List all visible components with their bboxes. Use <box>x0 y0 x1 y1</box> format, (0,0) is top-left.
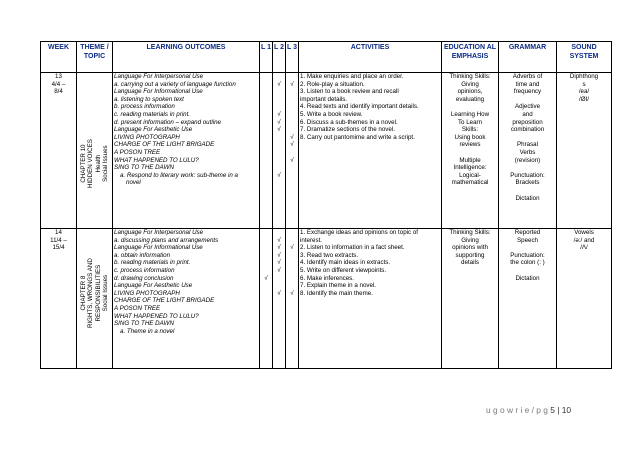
cell-line: Language For Informational Use <box>114 244 203 252</box>
cell-line: 8/4 <box>54 88 63 96</box>
cell-line: 7. Explain theme in a novel. <box>300 282 377 290</box>
check-slot <box>287 313 297 321</box>
cell-line: Health <box>94 155 102 173</box>
page-footer <box>486 405 571 415</box>
check-slot <box>261 103 271 111</box>
education-cell <box>442 73 499 229</box>
cell-line: Language For Interpersonal Use <box>114 229 204 236</box>
check-slot <box>274 179 284 187</box>
cell-line: supporting <box>455 251 485 259</box>
cell-line: time and <box>515 80 540 88</box>
cell-line <box>500 187 555 195</box>
cell-line: LIVING PHOTOGRAPH <box>114 133 180 141</box>
check-slot <box>261 259 271 267</box>
check-slot <box>261 96 271 104</box>
cell-line: c. reading materials in print. <box>114 110 191 118</box>
cell-line: 6. Discuss a sub-themes in a novel. <box>300 118 398 126</box>
cell-line: evaluating <box>455 95 485 103</box>
check-slot <box>261 179 271 187</box>
header-week: WEEK <box>41 42 77 73</box>
check-slot <box>261 73 271 81</box>
cell-line: A POSON TREE <box>114 304 161 312</box>
theme-cell <box>77 73 113 229</box>
check-slot <box>261 328 271 336</box>
check-slot <box>274 157 284 165</box>
check-mark: √ <box>290 141 294 149</box>
check-slot <box>261 141 271 149</box>
check-slot <box>261 149 271 157</box>
cell-line: (revision) <box>514 156 541 164</box>
check-slot <box>261 252 271 260</box>
check-mark: √ <box>277 244 281 252</box>
cell-line: Punctuation: <box>510 251 545 259</box>
cell-line: Thinking Skills: <box>449 73 491 80</box>
cell-line: 13 <box>55 73 62 80</box>
cell-line: Intelligence: <box>453 164 487 172</box>
l1-cell <box>260 73 273 229</box>
cell-line: LIVING PHOTOGRAPH <box>114 289 180 297</box>
week-cell <box>41 73 77 229</box>
cell-line: Language For Informational Use <box>114 88 203 96</box>
cell-line: Social Issues <box>101 275 109 312</box>
check-slot <box>287 297 297 305</box>
cell-line: Giving <box>461 80 479 88</box>
grammar-cell <box>499 229 557 369</box>
check-slot <box>261 237 271 245</box>
header-theme: THEME / TOPIC <box>77 42 113 73</box>
check-slot <box>287 111 297 119</box>
cell-line: c. process information <box>114 266 175 274</box>
check-mark: √ <box>277 110 281 118</box>
cell-line: 11/4 – <box>50 236 67 244</box>
check-slot <box>287 88 297 96</box>
check-slot <box>261 229 271 237</box>
check-slot <box>261 244 271 252</box>
check-slot <box>287 172 297 180</box>
check-slot <box>287 282 297 290</box>
cell-line: details <box>461 259 479 267</box>
cell-line: d. present information – expand outline <box>114 118 221 126</box>
check-slot <box>287 229 297 237</box>
cell-line: Vowels <box>574 229 594 236</box>
cell-line: 4/4 – <box>51 80 66 88</box>
cell-line: CHARGE OF THE LIGHT BRIGADE <box>114 297 215 305</box>
cell-line: 5. Write a book review. <box>300 110 363 118</box>
check-slot <box>287 252 297 260</box>
check-mark: √ <box>277 251 281 259</box>
header-l3: L 3 <box>286 42 299 73</box>
cell-line: a. Theme in a novel <box>120 327 175 335</box>
cell-line: s <box>582 80 586 88</box>
cell-line: CHAPTER 10 <box>79 144 87 184</box>
sound-cell <box>557 229 612 369</box>
theme-cell <box>77 229 113 369</box>
check-mark: √ <box>290 133 294 141</box>
cell-line: Logical- <box>459 171 481 179</box>
header-grammar: GRAMMAR <box>499 42 557 73</box>
check-mark: √ <box>264 274 268 282</box>
cell-line: HIDDEN VOICES <box>87 139 95 189</box>
cell-line: CHARGE OF THE LIGHT BRIGADE <box>114 141 215 149</box>
cell-line: interest. <box>300 236 323 244</box>
cell-line <box>500 267 555 275</box>
cell-line: Thinking Skills: <box>449 229 491 236</box>
cell-line: 2. Role-play a situation. <box>300 80 365 88</box>
check-slot <box>261 313 271 321</box>
check-slot <box>287 267 297 275</box>
cell-line: Reported <box>514 229 541 236</box>
cell-line: opinions, <box>457 88 483 96</box>
cell-line: Diphthong <box>569 73 599 80</box>
header-outcomes: LEARNING OUTCOMES <box>113 42 260 73</box>
cell-line: Dictation <box>515 194 540 202</box>
cell-line: the colon (: ) <box>510 259 545 267</box>
check-slot <box>287 275 297 283</box>
education-cell <box>442 229 499 369</box>
cell-line: Giving <box>461 236 479 244</box>
cell-line: 8. Carry out pantomime and write a script. <box>300 133 415 141</box>
check-slot <box>261 297 271 305</box>
cell-line: Learning How <box>450 110 490 118</box>
cell-line: Language For Interpersonal Use <box>114 73 204 80</box>
check-slot <box>261 305 271 313</box>
check-slot <box>261 119 271 127</box>
cell-line: 4. Identify main ideas in extracts. <box>300 259 391 267</box>
cell-line: Dictation <box>515 274 540 282</box>
check-slot <box>261 126 271 134</box>
cell-line: b. reading materials in print. <box>114 259 191 267</box>
check-slot <box>274 313 284 321</box>
check-slot <box>274 103 284 111</box>
cell-line <box>500 164 555 172</box>
check-slot <box>261 88 271 96</box>
cell-line: a. listening to spoken text <box>114 95 184 103</box>
check-slot <box>261 157 271 165</box>
check-slot <box>287 96 297 104</box>
cell-line: 3. Read two extracts. <box>300 251 359 259</box>
theme-vertical-text <box>80 140 110 189</box>
check-mark: √ <box>277 126 281 134</box>
check-slot <box>261 267 271 275</box>
cell-line <box>443 103 497 111</box>
cell-line: 3. Listen to a book review and recall <box>300 88 399 96</box>
check-slot <box>261 81 271 89</box>
l1-cell <box>260 229 273 369</box>
cell-line: d. drawing conclusion <box>114 274 174 282</box>
cell-line: a. discussing plans and arrangements <box>114 236 219 244</box>
check-slot <box>274 134 284 142</box>
cell-line: 5. Write on different viewpoints. <box>300 266 387 274</box>
cell-line: SING TO THE DAWN <box>114 320 174 328</box>
cell-line <box>500 244 555 252</box>
cell-line: 14 <box>55 229 62 236</box>
cell-line: 1. Exchange ideas and opinions on topic of <box>300 229 418 236</box>
cell-line: 1. Make enquiries and place an order. <box>300 73 404 80</box>
week-cell <box>41 229 77 369</box>
check-mark: √ <box>290 156 294 164</box>
cell-line: SING TO THE DAWN <box>114 164 174 172</box>
l2-cell <box>273 73 286 229</box>
check-mark: √ <box>277 171 281 179</box>
cell-line <box>500 96 555 104</box>
cell-line: Adjective <box>514 103 541 111</box>
cell-line: RESPONSIBILITIES <box>94 265 102 322</box>
cell-line: Punctuation: <box>510 171 545 179</box>
check-mark: √ <box>290 244 294 252</box>
check-slot <box>287 328 297 336</box>
check-slot <box>274 297 284 305</box>
cell-line: novel <box>126 179 141 187</box>
check-slot <box>274 282 284 290</box>
cell-line: Verbs <box>519 148 536 156</box>
cell-line: Social Issues <box>101 145 109 183</box>
table-row <box>41 229 612 369</box>
cell-line: b. process information <box>114 103 175 111</box>
check-slot <box>287 179 297 187</box>
cell-line: /ǝ:/ and <box>573 236 595 244</box>
cell-line: preposition <box>512 118 543 126</box>
cell-line: A POSON TREE <box>114 148 161 156</box>
cell-line: Using book <box>454 133 486 141</box>
header-l1: L 1 <box>260 42 273 73</box>
cell-line: /ØI/ <box>579 95 589 103</box>
check-slot <box>287 103 297 111</box>
activities-cell <box>299 229 442 369</box>
header-l2: L 2 <box>273 42 286 73</box>
l2-cell <box>273 229 286 369</box>
cell-line: Language For Aesthetic Use <box>114 282 193 290</box>
cell-line: 4. Read texts and identify important details. <box>300 103 419 111</box>
cell-line: Skills: <box>461 126 479 134</box>
cell-line: important details. <box>300 95 348 103</box>
check-slot <box>274 164 284 172</box>
cell-line: RIGHTS, WRONGS AND <box>87 258 95 329</box>
check-slot <box>274 73 284 81</box>
check-mark: √ <box>277 80 281 88</box>
cell-line: a. carrying out a variety of language function <box>114 80 236 88</box>
cell-line: 7. Dramatize sections of the novel. <box>300 126 395 134</box>
outcomes-cell <box>113 73 260 229</box>
check-slot <box>261 111 271 119</box>
check-slot <box>287 259 297 267</box>
cell-line <box>500 134 555 142</box>
check-slot <box>274 149 284 157</box>
check-mark: √ <box>277 259 281 267</box>
check-slot <box>261 134 271 142</box>
check-mark: √ <box>277 118 281 126</box>
cell-line: a. Respond to literary work: sub-theme in a <box>120 171 238 179</box>
check-slot <box>274 88 284 96</box>
cell-line <box>443 149 497 157</box>
check-slot <box>274 328 284 336</box>
cell-line: 15/4 <box>52 244 65 252</box>
cell-line: reviews <box>459 141 481 149</box>
check-slot <box>261 282 271 290</box>
cell-line: Language For Aesthetic Use <box>114 126 193 134</box>
check-slot <box>287 305 297 313</box>
sound-cell <box>557 73 612 229</box>
cell-line: Phrasal <box>517 141 538 149</box>
cell-line: WHAT HAPPENED TO LULU? <box>114 312 199 320</box>
check-slot <box>287 237 297 245</box>
cell-line: opinions with <box>452 244 488 252</box>
header-education: EDUCATION AL EMPHASIS <box>442 42 499 73</box>
check-slot <box>287 119 297 127</box>
grammar-cell <box>499 73 557 229</box>
cell-line: mathematical <box>451 179 489 187</box>
cell-line: 6. Make inferences. <box>300 274 354 282</box>
cell-line: 2. Listen to information in a fact sheet. <box>300 244 405 252</box>
check-slot <box>274 305 284 313</box>
check-slot <box>287 149 297 157</box>
cell-line: 8. Identify the main theme. <box>300 289 373 297</box>
check-slot <box>274 275 284 283</box>
footer-page-number: 5 | 10 <box>550 405 572 415</box>
cell-line: Speech <box>517 236 538 244</box>
cell-line: Multiple <box>459 156 481 164</box>
check-slot <box>274 96 284 104</box>
check-slot <box>287 320 297 328</box>
check-slot <box>287 73 297 81</box>
check-mark: √ <box>277 236 281 244</box>
cell-line: and <box>522 110 533 118</box>
check-slot <box>287 126 297 134</box>
check-slot <box>261 290 271 298</box>
check-slot <box>287 164 297 172</box>
check-mark: √ <box>290 80 294 88</box>
cell-line: Brackets <box>515 179 540 187</box>
footer-author: u g o w r i e / p g <box>486 405 548 415</box>
header-row <box>41 42 612 73</box>
cell-line: a. obtain information <box>114 251 171 259</box>
l3-cell <box>286 73 299 229</box>
cell-line: combination <box>510 126 545 134</box>
cell-line: frequency <box>513 88 542 96</box>
l3-cell <box>286 229 299 369</box>
theme-vertical-text <box>80 259 110 329</box>
cell-line: /ea/ <box>578 88 590 96</box>
cell-line: WHAT HAPPENED TO LULU? <box>114 156 199 164</box>
check-mark: √ <box>277 289 281 297</box>
header-activities: ACTIVITIES <box>299 42 442 73</box>
lesson-plan-table <box>40 41 612 369</box>
check-slot <box>274 320 284 328</box>
check-slot <box>261 320 271 328</box>
check-slot <box>274 141 284 149</box>
table-row <box>41 73 612 229</box>
cell-line: To Learn <box>457 118 483 126</box>
outcomes-cell <box>113 229 260 369</box>
cell-line: /Λ/ <box>580 244 588 252</box>
check-slot <box>274 229 284 237</box>
check-mark: √ <box>277 266 281 274</box>
activities-cell <box>299 73 442 229</box>
cell-line: CHAPTER 8 <box>79 276 87 311</box>
check-slot <box>261 164 271 172</box>
cell-line: Adverbs of <box>512 73 543 80</box>
check-mark: √ <box>290 289 294 297</box>
check-slot <box>261 172 271 180</box>
header-sound: SOUND SYSTEM <box>557 42 612 73</box>
